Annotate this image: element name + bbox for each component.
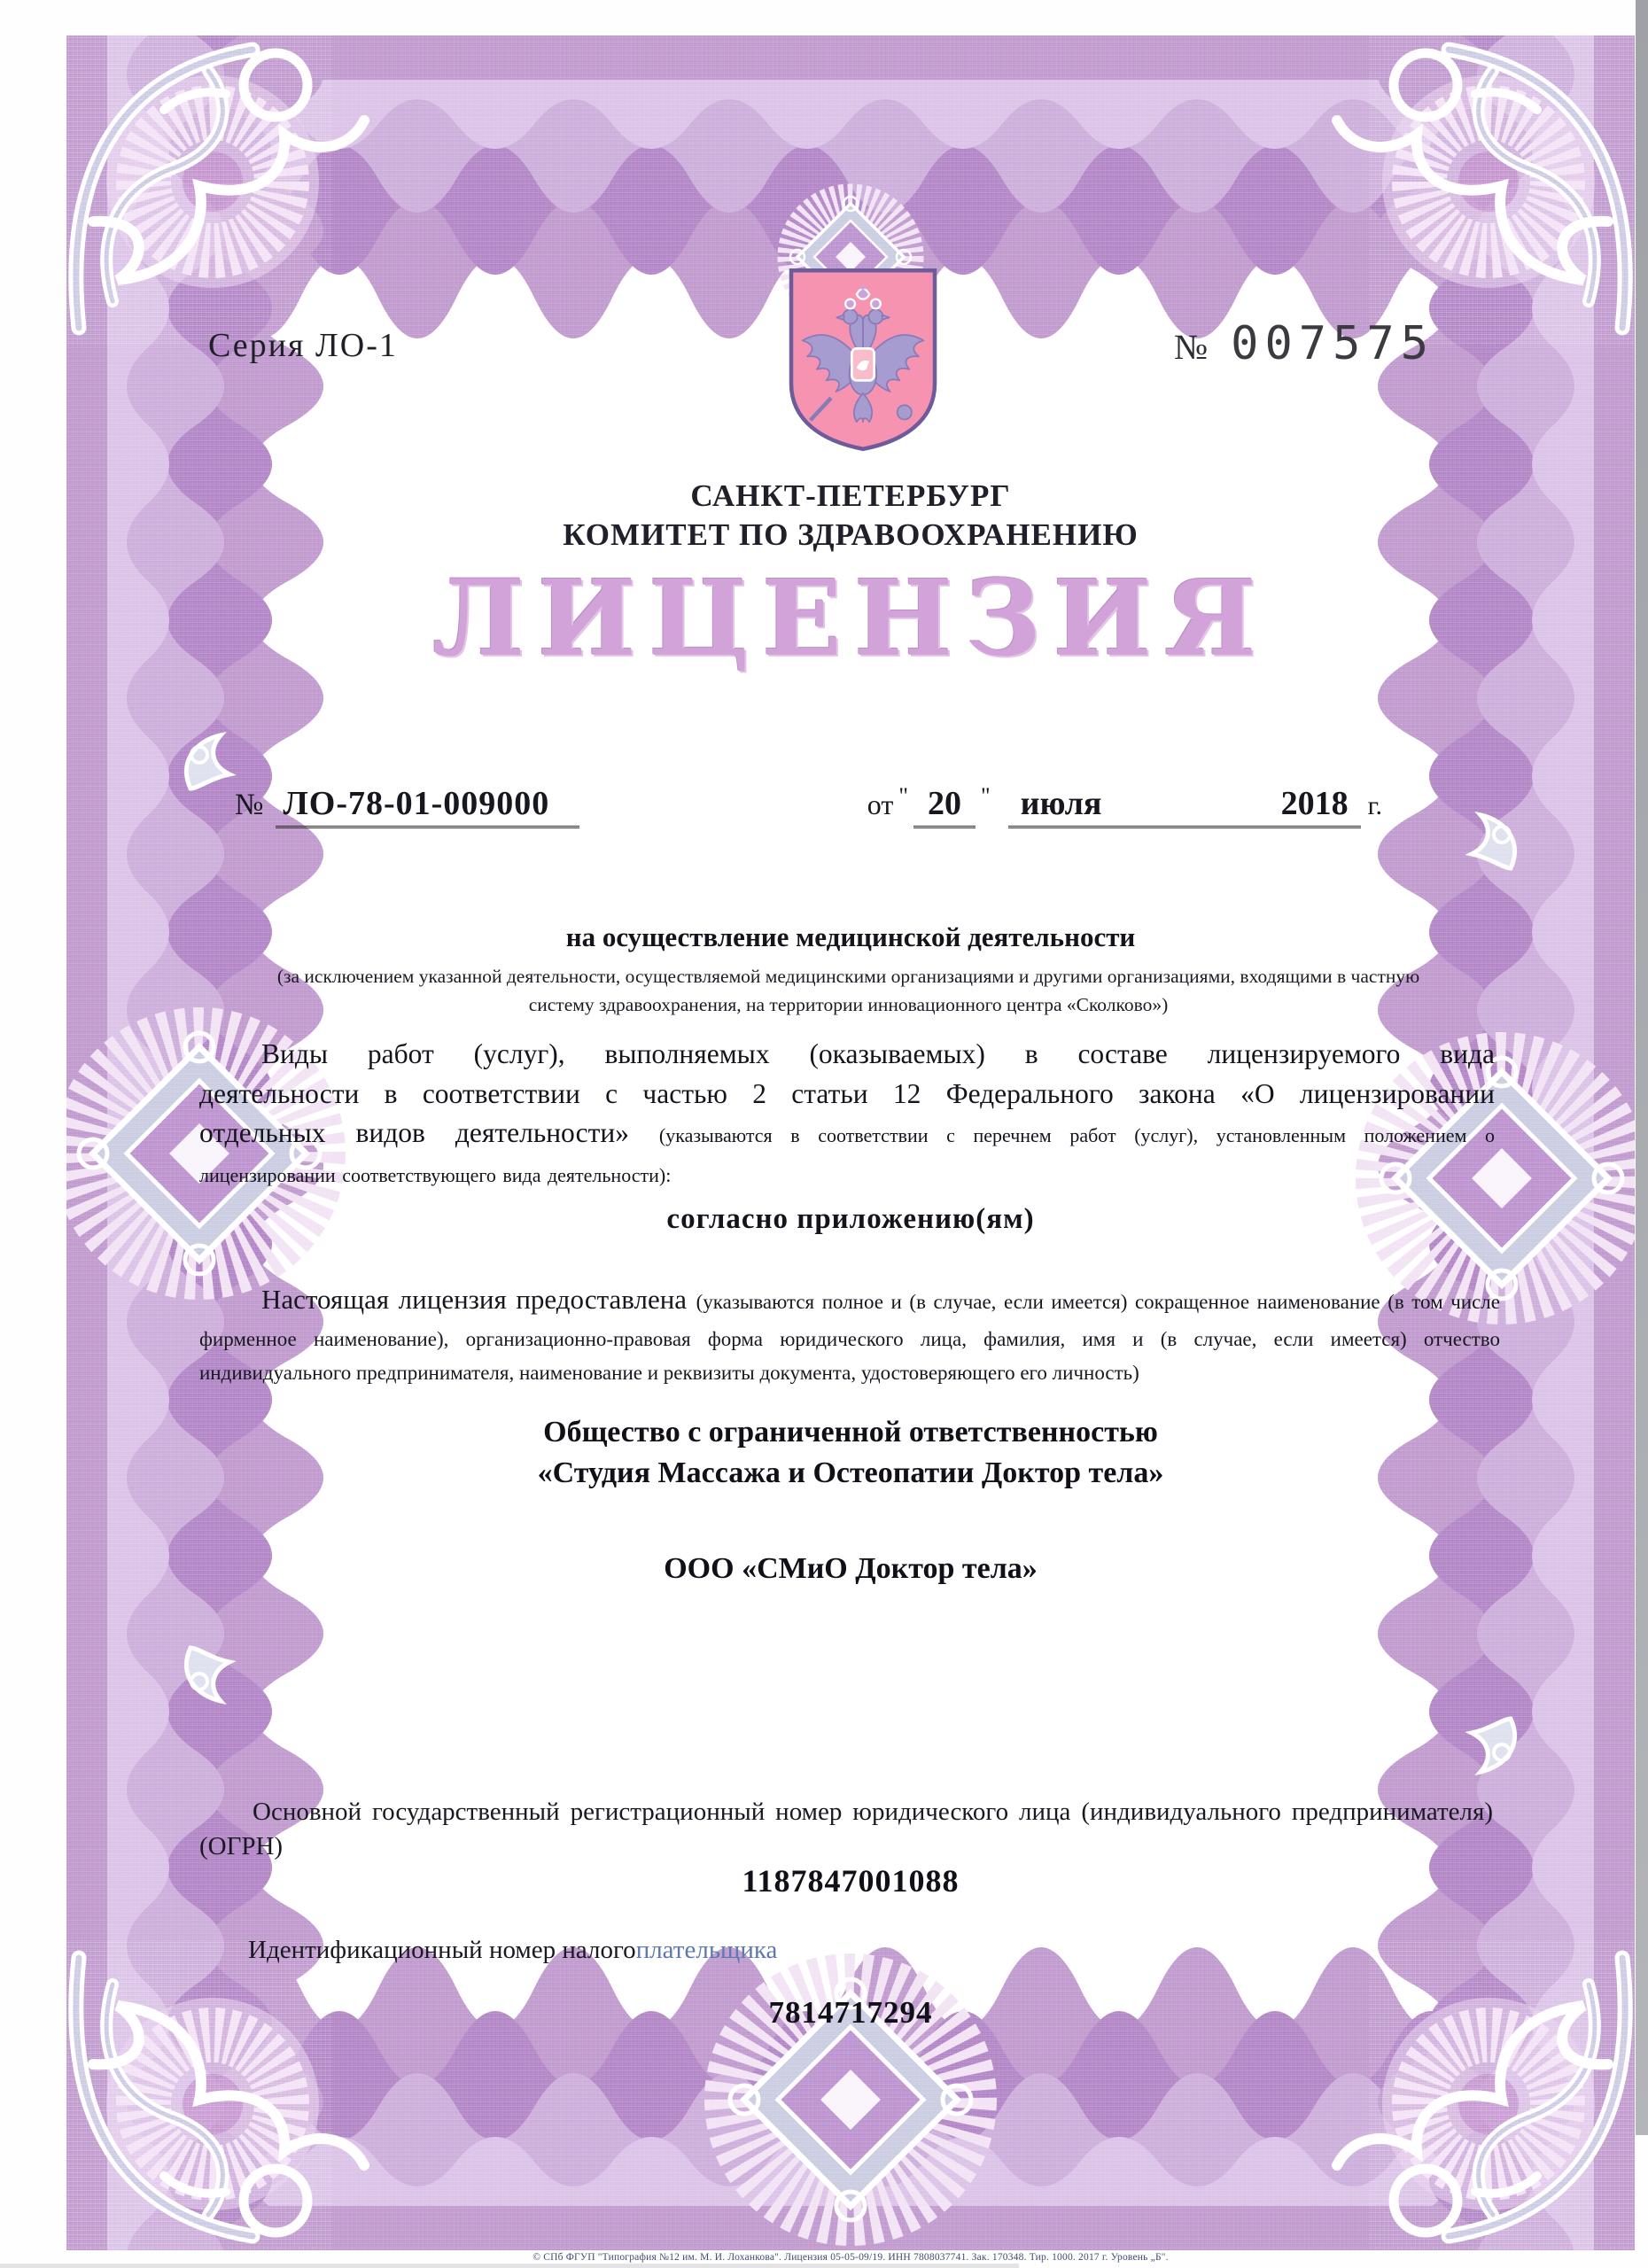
activity-title: на осуществление медицинской деятельности bbox=[565, 921, 1136, 952]
activity-exception-note: (за исключением указанной деятельности, осуществляемой медицинскими организациями и другими организациями, входящими в частную систему здравоохранения, на территории инновационного центра «Сколково») bbox=[276, 966, 1420, 1016]
grantee-full-name-line2: «Студия Массажа и Остеопатии Доктор тела» bbox=[537, 1456, 1164, 1489]
date-year-value: 2018 bbox=[1280, 785, 1349, 822]
ogrn-label: Основной государственный регистрационный номер юридического лица (индивидуального предпринимателя) (ОГРН) bbox=[199, 1798, 1493, 1861]
license-number-value: ЛО-78-01-009000 bbox=[276, 784, 579, 828]
year-suffix: г. bbox=[1367, 791, 1382, 820]
scanner-edge-shadow bbox=[1636, 0, 1648, 2135]
number-sign: № bbox=[1174, 327, 1209, 367]
works-main-text: Виды работ (услуг), выполняемых (оказываемых) в составе лицензируемого вида деятельности в соответствии с частью 2 статьи 12 Федерального закона «О лицензировании отдельных видов деятельности» bbox=[199, 1038, 1495, 1149]
date-month-year-underline bbox=[1008, 784, 1361, 828]
document-title: ЛИЦЕНЗИЯ bbox=[432, 556, 1269, 680]
according-to-appendix: согласно приложению(ям) bbox=[666, 1203, 1035, 1235]
serial-digits: 007575 bbox=[1231, 317, 1435, 370]
coat-of-arms-emblem bbox=[783, 264, 943, 455]
quote-open: " bbox=[898, 783, 908, 809]
inn-label bbox=[248, 1936, 777, 1965]
inn-label-part1: Идентификационный номер налого bbox=[248, 1936, 636, 1964]
grantee-intro: Настоящая лицензия предоставлена bbox=[261, 1284, 696, 1315]
scanner-bottom-shadow bbox=[0, 2264, 1019, 2268]
works-note-text: (указываются в соответствии с перечнем работ (услуг), установленным положением о лицензировании соответствующего вида деятельности): bbox=[199, 1124, 1495, 1187]
grantee-note: (указываются полное и (в случае, если имеется) сокращенное наименование (в том числе фирменное наименование), организационно-правовая форма юридического лица, фамилия, имя и (в случае, если имеется) отчество индивидуального предпринимателя, наименование и реквизиты документа, удостоверяющего его личность) bbox=[199, 1291, 1500, 1384]
grantee-short-name: ООО «СМиО Доктор тела» bbox=[664, 1552, 1038, 1585]
blank-serial-number bbox=[1174, 317, 1434, 370]
issuer-committee: КОМИТЕТ ПО ЗДРАВООХРАНЕНИЮ bbox=[563, 517, 1139, 552]
license-no-sign: № bbox=[235, 788, 264, 821]
inn-value: 7814717294 bbox=[768, 1995, 933, 2030]
printing-house-imprint: © СПб ФГУП "Типография №12 им. М. И. Лоханкова". Лицензия 05-05-09/19. ИНН 7808037741. Зак. 170348. Тир. 1000. 2017 г. Уровень „Б". bbox=[532, 2252, 1169, 2263]
ogrn-value: 1187847001088 bbox=[742, 1863, 960, 1899]
series-label: Серия ЛО-1 bbox=[208, 327, 398, 364]
works-paragraph bbox=[199, 1035, 1495, 1193]
date-month-value: июля bbox=[1020, 785, 1102, 822]
date-day-value: 20 bbox=[913, 784, 976, 828]
grantee-paragraph bbox=[199, 1278, 1500, 1389]
date-from-label: от bbox=[867, 788, 894, 820]
license-number-line bbox=[235, 784, 1382, 828]
inn-label-part2: плательщика bbox=[635, 1936, 778, 1964]
quote-close: " bbox=[980, 783, 991, 809]
grantee-full-name-line1: Общество с ограниченной ответственностью bbox=[543, 1416, 1158, 1449]
license-page bbox=[66, 35, 1635, 2263]
issuer-city: САНКТ-ПЕТЕРБУРГ bbox=[690, 478, 1011, 513]
